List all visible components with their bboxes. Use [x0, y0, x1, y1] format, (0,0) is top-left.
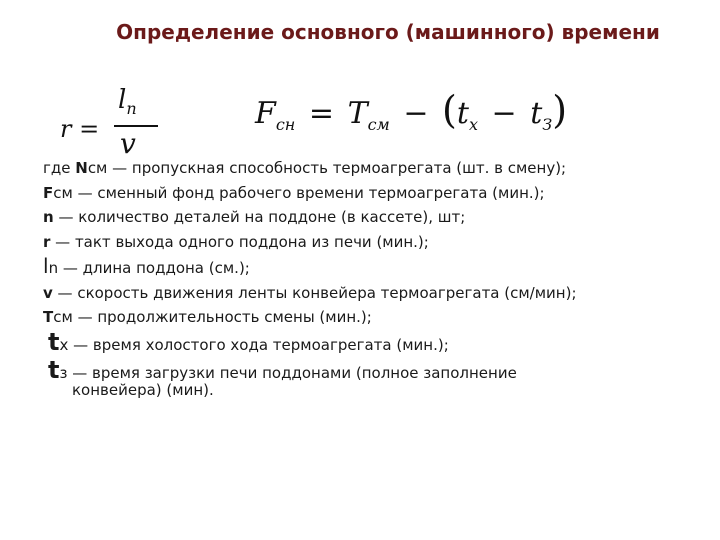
takt-formula-denominator: v [120, 127, 136, 160]
minus-sign: − [403, 96, 429, 131]
definition-symbol-subscript: см [87, 159, 108, 177]
definition-symbol-subscript: n [48, 259, 59, 277]
definition-item [43, 309, 703, 326]
load-time-symbol: t [530, 96, 543, 131]
definition-symbol: v [43, 283, 53, 302]
fund-symbol: F [255, 96, 276, 131]
definition-item [43, 160, 703, 177]
definition-text: — время холостого хода термоагрегата (мин.); [68, 336, 449, 354]
fund-formula [255, 88, 567, 134]
definition-text: — скорость движения ленты конвейера термоагрегата (см/мин); [52, 283, 577, 302]
definition-item [43, 185, 703, 202]
definition-symbol: T [43, 308, 54, 326]
minus-sign: − [491, 96, 517, 131]
definition-symbol: t [48, 328, 60, 356]
slide-title: Определение основного (машинного) времени [116, 20, 660, 44]
fund-subscript: сн [275, 115, 296, 134]
numerator-symbol: l [118, 85, 127, 115]
definition-symbol: F [43, 183, 54, 202]
right-paren: ) [552, 88, 568, 132]
definition-text: — пропускная способность термоагрегата (шт. в смену); [107, 159, 567, 177]
definition-symbol: N [75, 159, 88, 177]
definition-symbol-subscript: x [59, 336, 69, 354]
definition-symbol-subscript: см [53, 308, 73, 326]
definition-item [43, 209, 703, 226]
takt-formula-lhs: r = [60, 115, 100, 143]
definition-symbol: n [43, 208, 54, 226]
numerator-subscript: n [126, 99, 137, 119]
definition-item [43, 285, 703, 302]
definitions-list [43, 160, 703, 407]
idle-time-subscript: x [468, 115, 478, 134]
definition-continuation: конвейера) (мин). [72, 381, 214, 399]
definition-text: — длина поддона (см.); [58, 259, 250, 277]
definition-text: — такт выхода одного поддона из печи (мин.); [50, 232, 429, 251]
equals-sign: = [308, 96, 335, 131]
definition-text: — количество деталей на поддоне (в кассете), шт; [53, 208, 466, 226]
definition-text: — продолжительность смены (мин.); [72, 308, 372, 326]
definition-item [43, 234, 703, 251]
definition-symbol-subscript: см [53, 183, 73, 202]
definition-prefix: где [43, 159, 76, 177]
definition-item [43, 356, 703, 399]
definition-symbol-subscript: з [59, 364, 68, 382]
definition-symbol: t [48, 356, 60, 384]
takt-formula-numerator [118, 85, 137, 118]
definition-symbol: l [43, 254, 49, 278]
takt-formula [60, 85, 170, 165]
definition-item [43, 328, 703, 356]
definition-item [43, 254, 703, 278]
definition-text: — сменный фонд рабочего времени термоагрегата (мин.); [72, 183, 545, 202]
shift-symbol: T [347, 96, 368, 131]
left-paren: ( [442, 88, 457, 132]
definition-text: — время загрузки печи поддонами (полное заполнение [67, 364, 517, 382]
idle-time-symbol: t [456, 96, 469, 131]
shift-subscript: см [367, 115, 390, 134]
definition-symbol: r [43, 232, 51, 251]
load-time-subscript: З [542, 115, 553, 134]
